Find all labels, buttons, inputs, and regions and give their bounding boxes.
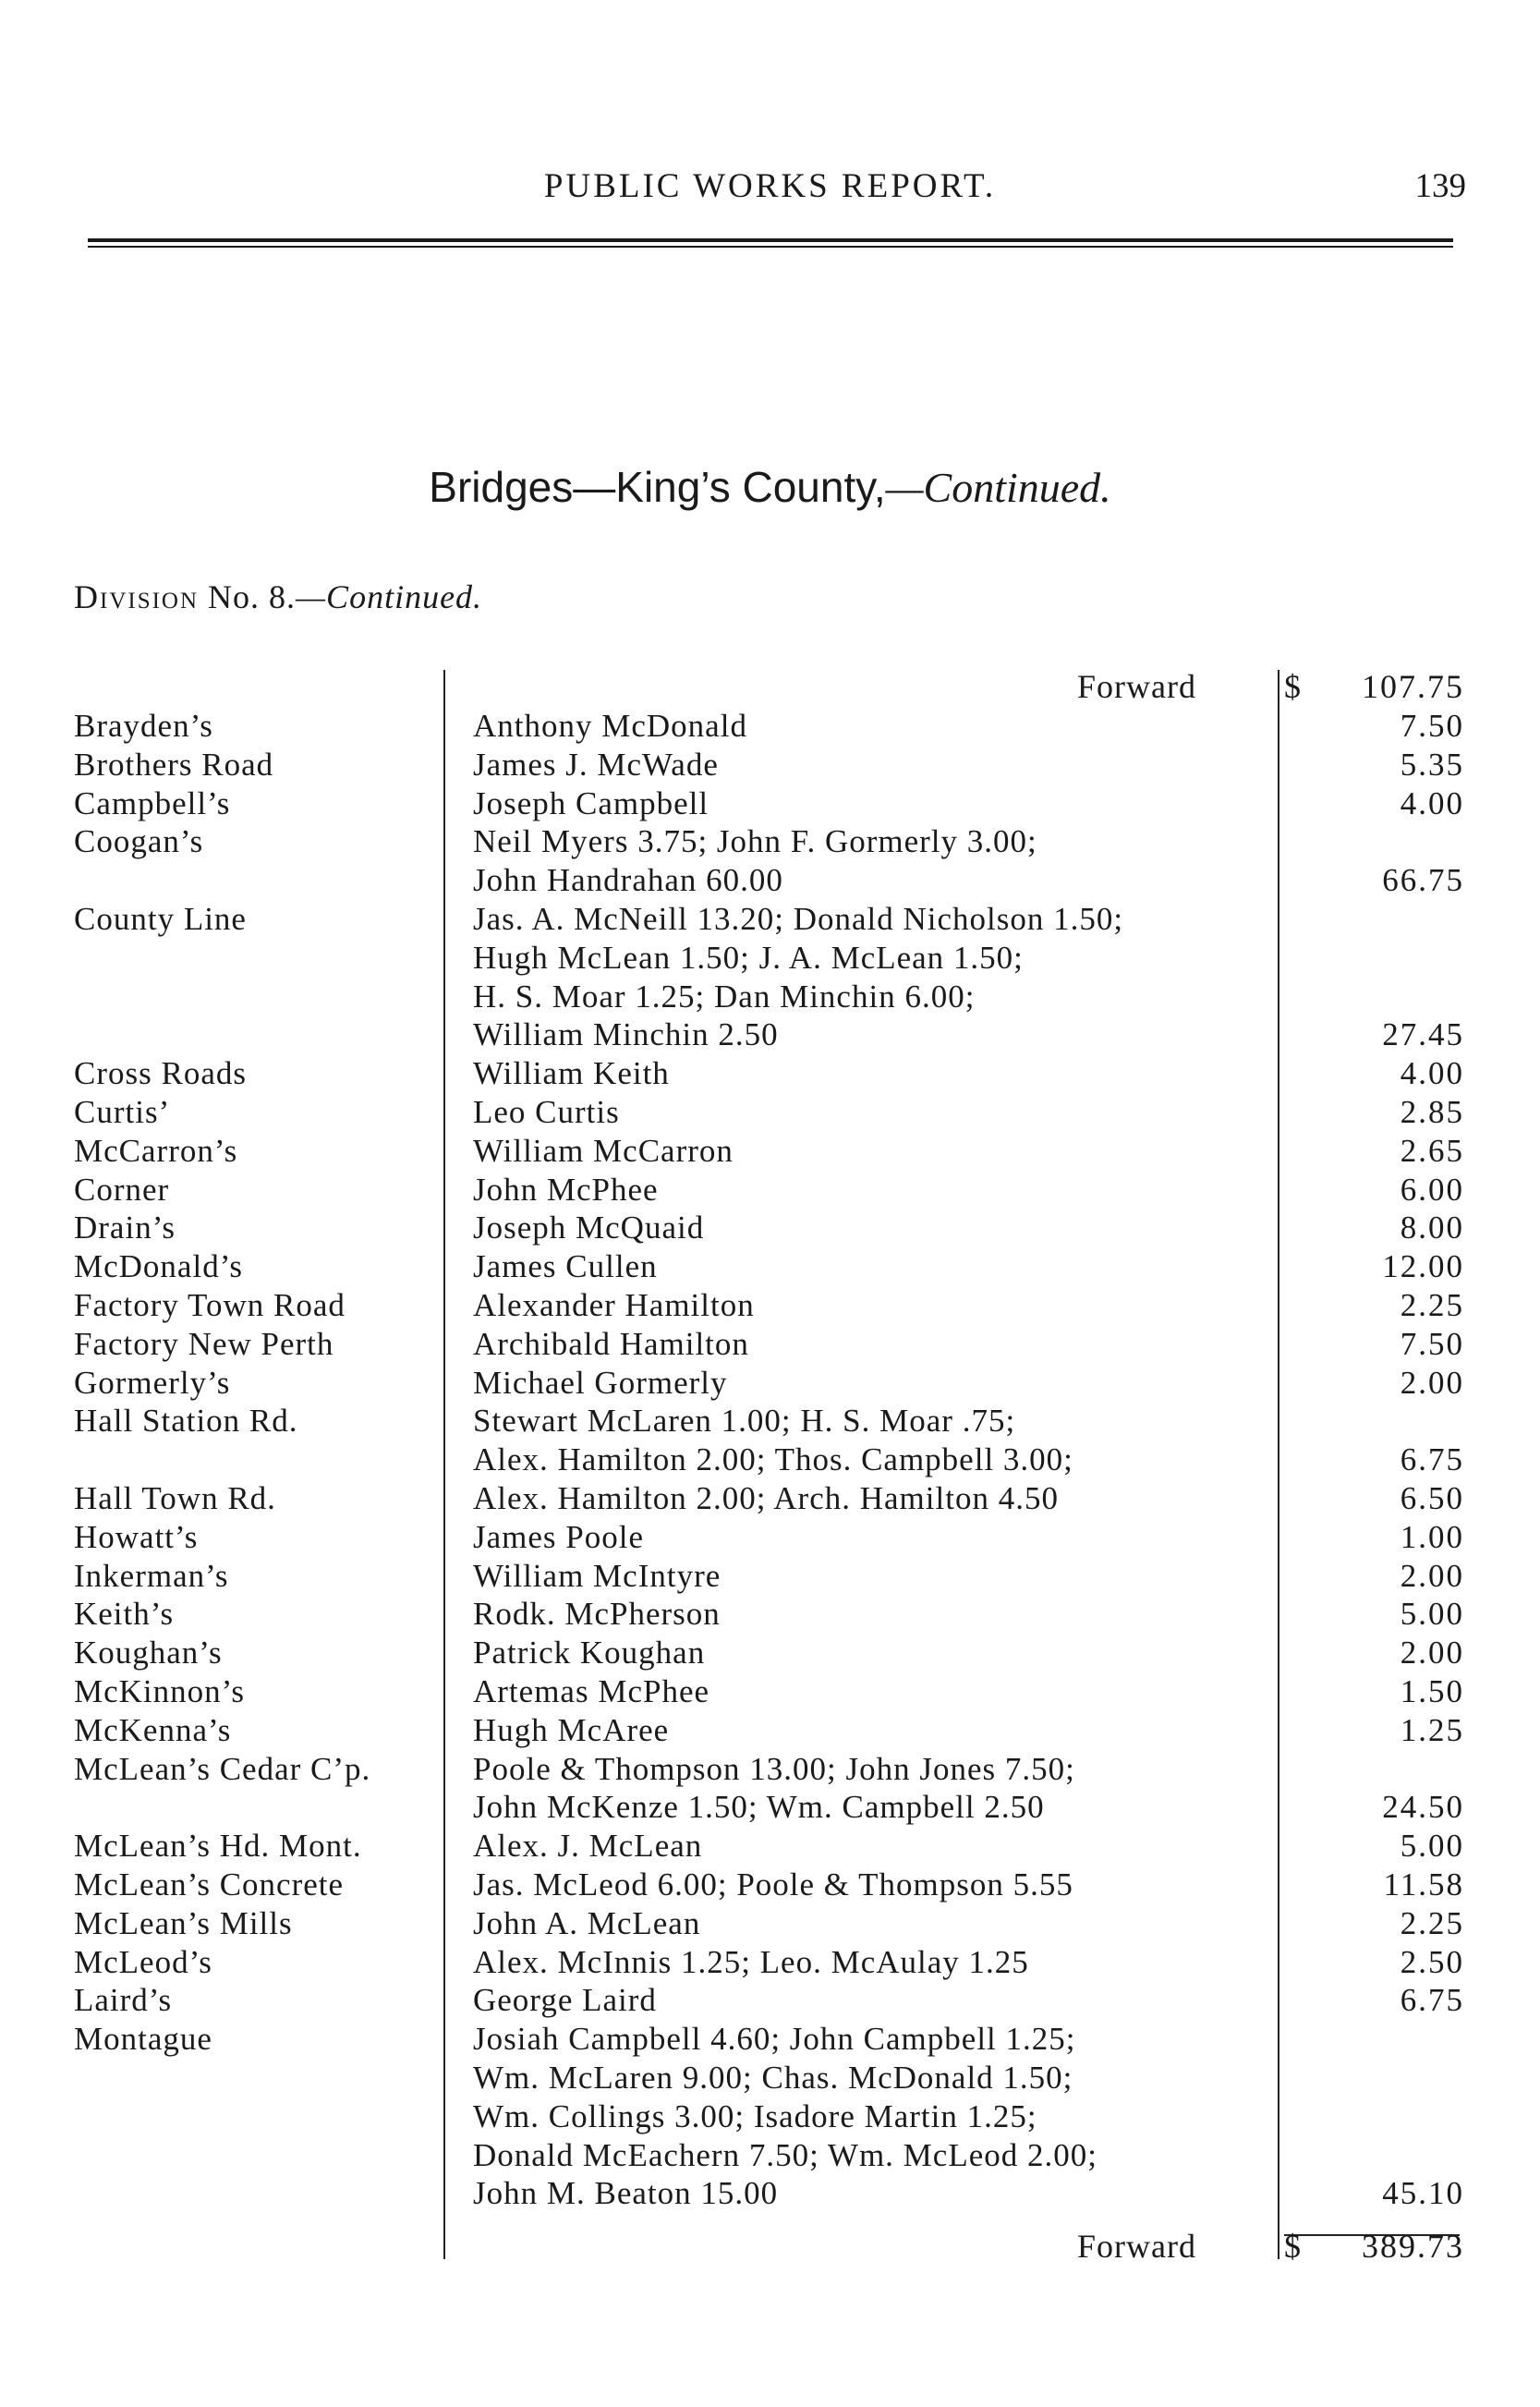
amount-cell: 45.10: [1382, 2175, 1464, 2211]
forward-row-bottom: [0, 2227, 1540, 2267]
place-cell: Hall Station Rd.: [74, 1403, 298, 1439]
table-row: [0, 978, 1540, 1016]
payees-cell: Wm. McLaren 9.00; Chas. McDonald 1.50;: [473, 2060, 1073, 2096]
place-cell: McDonald’s: [74, 1248, 244, 1284]
table-row: [0, 1171, 1540, 1210]
header-rule-thick: [88, 238, 1453, 242]
payees-cell: Leo Curtis: [473, 1094, 620, 1130]
table-row: [0, 1557, 1540, 1596]
page-number: 139: [1414, 167, 1466, 205]
payees-cell: Donald McEachern 7.50; Wm. McLeod 2.00;: [473, 2137, 1097, 2173]
table-row: [0, 1943, 1540, 1982]
table-row: [0, 1595, 1540, 1634]
place-cell: Laird’s: [74, 1982, 173, 2018]
amount-cell: 2.85: [1400, 1094, 1464, 1130]
table-row: [0, 900, 1540, 939]
payees-cell: Poole & Thompson 13.00; John Jones 7.50;: [473, 1751, 1075, 1787]
table-row: [0, 784, 1540, 823]
place-cell: Corner: [74, 1172, 170, 1208]
payees-cell: John A. McLean: [473, 1905, 701, 1941]
payees-cell: James Cullen: [473, 1248, 658, 1284]
payees-cell: John McPhee: [473, 1172, 659, 1208]
table-row: [0, 822, 1540, 861]
table-row: [0, 2174, 1540, 2213]
running-title: PUBLIC WORKS REPORT.: [543, 167, 997, 205]
payees-cell: Alex. McInnis 1.25; Leo. McAulay 1.25: [473, 1944, 1029, 1980]
place-cell: McLean’s Mills: [74, 1905, 293, 1941]
place-cell: McCarron’s: [74, 1133, 238, 1169]
payees-cell: H. S. Moar 1.25; Dan Minchin 6.00;: [473, 979, 976, 1015]
payees-cell: Joseph McQuaid: [473, 1210, 705, 1246]
place-cell: Factory New Perth: [74, 1326, 334, 1362]
payees-cell: William McIntyre: [473, 1558, 721, 1594]
payees-cell: Archibald Hamilton: [473, 1326, 749, 1362]
table-row: [0, 2136, 1540, 2175]
payees-cell: Joseph Campbell: [473, 785, 709, 821]
amount-cell: 6.50: [1400, 1480, 1464, 1516]
amount-cell: 2.00: [1400, 1558, 1464, 1594]
amount-cell: 1.50: [1400, 1673, 1464, 1709]
section-title: [0, 462, 1540, 512]
amount-cell: 5.00: [1400, 1828, 1464, 1864]
payees-cell: Rodk. McPherson: [473, 1596, 721, 1632]
amount-cell: 1.25: [1400, 1712, 1464, 1748]
table-row: [0, 1634, 1540, 1672]
payees-cell: William Keith: [473, 1055, 670, 1091]
place-cell: Koughan’s: [74, 1635, 223, 1671]
table-row: [0, 1479, 1540, 1518]
division-heading: [74, 577, 482, 616]
table-row: [0, 707, 1540, 746]
place-cell: Inkerman’s: [74, 1558, 229, 1594]
amount-cell: 2.25: [1400, 1905, 1464, 1941]
forward-label: Forward: [1077, 668, 1196, 705]
table-row: [0, 1132, 1540, 1171]
payees-cell: Neil Myers 3.75; John F. Gormerly 3.00;: [473, 823, 1037, 859]
payees-cell: Alex. Hamilton 2.00; Arch. Hamilton 4.50: [473, 1480, 1059, 1516]
table-row: [0, 861, 1540, 900]
section-title-continued: —Continued.: [885, 464, 1111, 511]
payees-cell: Anthony McDonald: [473, 708, 747, 744]
table-row: [0, 1325, 1540, 1364]
forward-amount: 389.73: [1362, 2228, 1464, 2265]
amount-cell: 2.25: [1400, 1287, 1464, 1323]
division-continued: —Continued.: [296, 578, 483, 615]
amount-cell: 6.75: [1400, 1441, 1464, 1477]
table-row: [0, 1518, 1540, 1557]
place-cell: McLean’s Concrete: [74, 1866, 345, 1903]
running-header: [0, 166, 1540, 213]
place-cell: Curtis’: [74, 1094, 171, 1130]
payees-cell: Stewart McLaren 1.00; H. S. Moar .75;: [473, 1403, 1016, 1439]
payees-cell: Alex. J. McLean: [473, 1828, 703, 1864]
amount-cell: 7.50: [1400, 708, 1464, 744]
payees-cell: George Laird: [473, 1982, 657, 2018]
table-row: [0, 1054, 1540, 1093]
amount-cell: 11.58: [1383, 1866, 1464, 1903]
place-cell: Cross Roads: [74, 1055, 247, 1091]
table-row: [0, 1402, 1540, 1441]
amount-cell: 6.00: [1400, 1172, 1464, 1208]
table-row: [0, 1750, 1540, 1789]
place-cell: McLean’s Hd. Mont.: [74, 1828, 362, 1864]
amount-cell: 5.00: [1400, 1596, 1464, 1632]
payees-cell: Josiah Campbell 4.60; John Campbell 1.25;: [473, 2021, 1076, 2057]
table-row: [0, 1711, 1540, 1750]
payees-cell: Wm. Collings 3.00; Isadore Martin 1.25;: [473, 2098, 1037, 2134]
place-cell: County Line: [74, 901, 247, 937]
forward-amount: 107.75: [1362, 668, 1464, 705]
currency-symbol: $: [1284, 668, 1301, 705]
table-row: [0, 1093, 1540, 1132]
payees-cell: Patrick Koughan: [473, 1635, 706, 1671]
table-row: [0, 1015, 1540, 1054]
amount-cell: 24.50: [1382, 1789, 1464, 1825]
amount-cell: 2.65: [1400, 1133, 1464, 1169]
table-row: [0, 1672, 1540, 1711]
payees-cell: James J. McWade: [473, 747, 719, 783]
table-row: [0, 1441, 1540, 1479]
forward-label: Forward: [1077, 2228, 1196, 2265]
place-cell: Keith’s: [74, 1596, 175, 1632]
header-rule-thin: [88, 246, 1453, 248]
forward-row-top: [0, 667, 1540, 708]
payees-cell: John McKenze 1.50; Wm. Campbell 2.50: [473, 1789, 1045, 1825]
amount-cell: 8.00: [1400, 1210, 1464, 1246]
amount-cell: 27.45: [1382, 1016, 1464, 1052]
table-row: [0, 1827, 1540, 1866]
amount-cell: 2.00: [1400, 1365, 1464, 1401]
place-cell: Brayden’s: [74, 708, 213, 744]
section-title-main: Bridges—King’s County,: [429, 463, 886, 511]
payees-cell: Michael Gormerly: [473, 1365, 728, 1401]
table-row: [0, 1286, 1540, 1325]
payees-cell: James Poole: [473, 1519, 645, 1555]
division-label: Division: [74, 578, 200, 615]
table-row: [0, 746, 1540, 784]
place-cell: Howatt’s: [74, 1519, 199, 1555]
amount-cell: 4.00: [1400, 1055, 1464, 1091]
place-cell: McKenna’s: [74, 1712, 232, 1748]
place-cell: McLean’s Cedar C’p.: [74, 1751, 371, 1787]
amount-cell: 66.75: [1382, 862, 1464, 898]
table-row: [0, 2020, 1540, 2059]
table-row: [0, 1904, 1540, 1943]
payees-cell: John M. Beaton 15.00: [473, 2175, 779, 2211]
table-row: [0, 2059, 1540, 2097]
place-cell: Hall Town Rd.: [74, 1480, 276, 1516]
amount-cell: 2.50: [1400, 1944, 1464, 1980]
amount-cell: 4.00: [1400, 785, 1464, 821]
table-row: [0, 1364, 1540, 1403]
payees-cell: Alexander Hamilton: [473, 1287, 755, 1323]
place-cell: Montague: [74, 2021, 212, 2057]
place-cell: Drain’s: [74, 1210, 176, 1246]
payees-cell: Alex. Hamilton 2.00; Thos. Campbell 3.00;: [473, 1441, 1073, 1477]
payees-cell: Artemas McPhee: [473, 1673, 710, 1709]
payees-cell: Jas. McLeod 6.00; Poole & Thompson 5.55: [473, 1866, 1073, 1903]
payees-cell: John Handrahan 60.00: [473, 862, 783, 898]
payees-cell: William McCarron: [473, 1133, 734, 1169]
table-row: [0, 1209, 1540, 1247]
amount-cell: 7.50: [1400, 1326, 1464, 1362]
place-cell: Campbell’s: [74, 785, 231, 821]
place-cell: McLeod’s: [74, 1944, 212, 1980]
place-cell: Factory Town Road: [74, 1287, 346, 1323]
amount-cell: 5.35: [1400, 747, 1464, 783]
table-row: [0, 939, 1540, 978]
amount-cell: 2.00: [1400, 1635, 1464, 1671]
payees-cell: Hugh McAree: [473, 1712, 670, 1748]
table-row: [0, 1866, 1540, 1904]
table-row: [0, 1981, 1540, 2020]
table-row: [0, 1788, 1540, 1827]
place-cell: Brothers Road: [74, 747, 274, 783]
payees-cell: William Minchin 2.50: [473, 1016, 779, 1052]
payees-cell: Hugh McLean 1.50; J. A. McLean 1.50;: [473, 940, 1024, 976]
place-cell: Coogan’s: [74, 823, 204, 859]
division-number: No. 8.: [208, 578, 297, 615]
table-row: [0, 2097, 1540, 2136]
place-cell: McKinnon’s: [74, 1673, 245, 1709]
amount-cell: 6.75: [1400, 1982, 1464, 2018]
place-cell: Gormerly’s: [74, 1365, 231, 1401]
amount-cell: 1.00: [1400, 1519, 1464, 1555]
amount-cell: 12.00: [1382, 1248, 1464, 1284]
table-row: [0, 1247, 1540, 1286]
currency-symbol: $: [1284, 2228, 1301, 2265]
payees-cell: Jas. A. McNeill 13.20; Donald Nicholson 1.50;: [473, 901, 1124, 937]
